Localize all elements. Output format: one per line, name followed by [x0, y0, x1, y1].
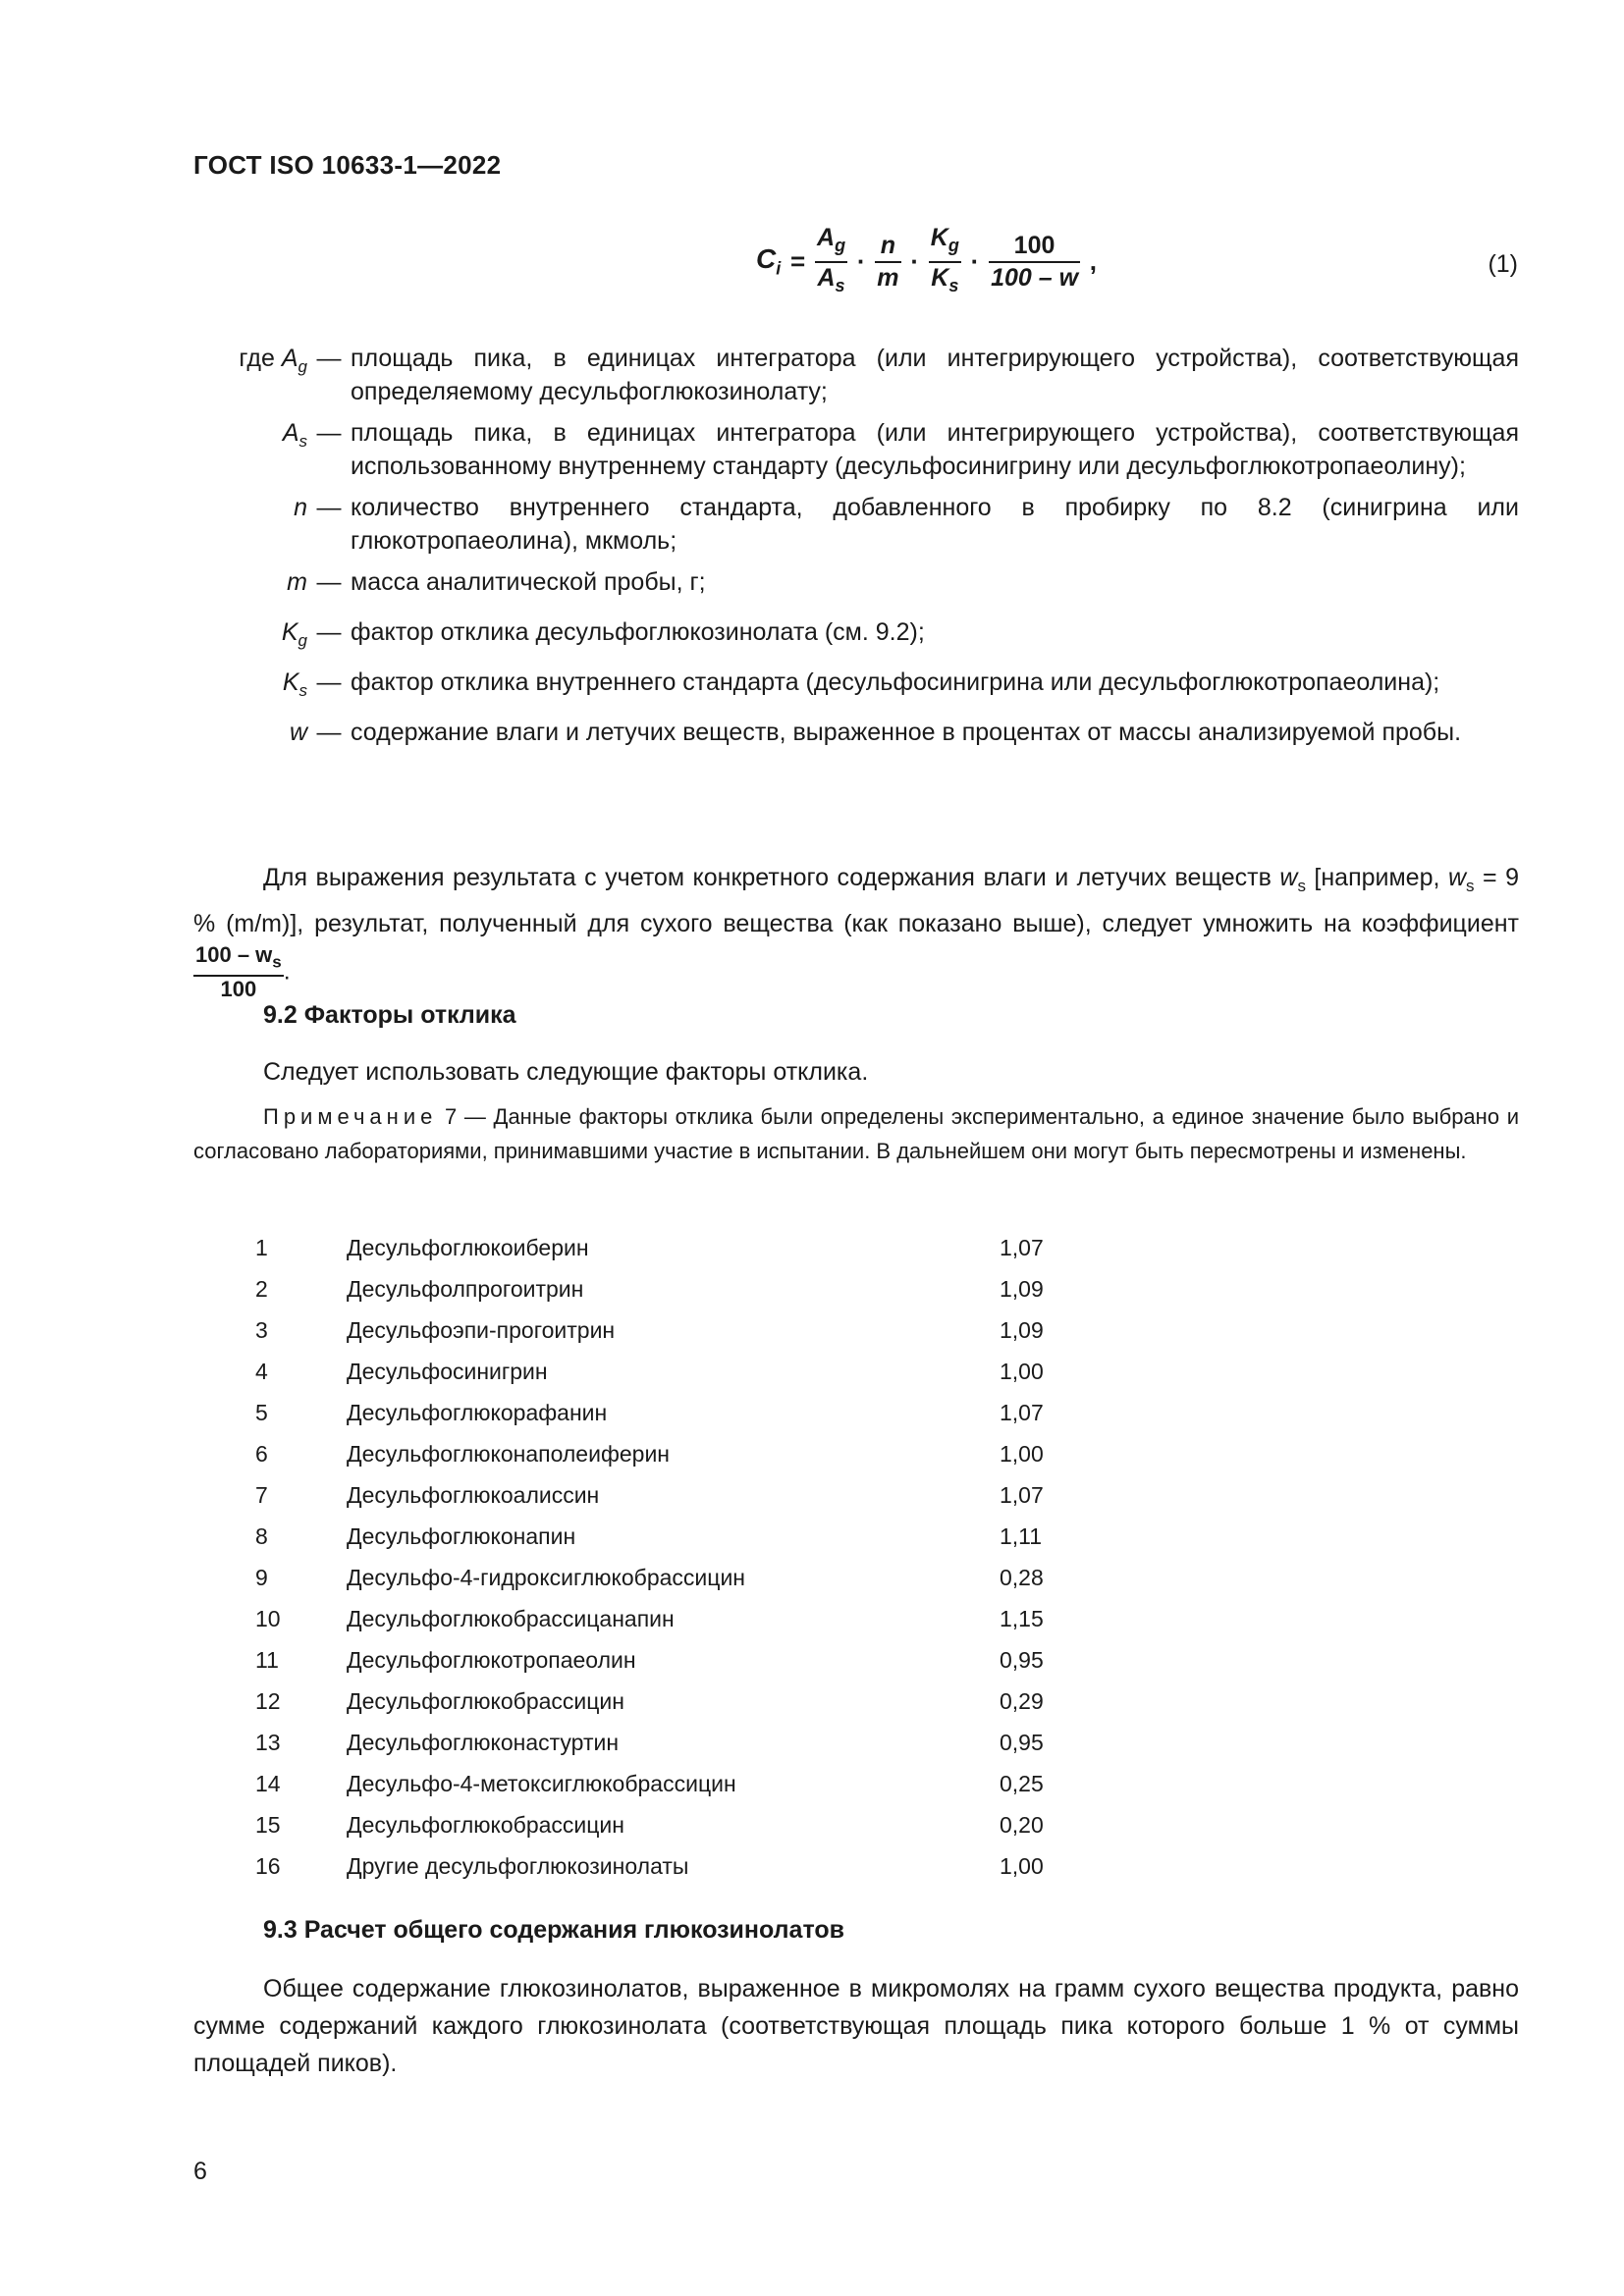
compound-name: Десульфоглюкотропаеолин: [347, 1646, 636, 1673]
fraction-amount-mass: $\frac{n}{m}$: [877, 232, 899, 292]
formula-1: $C_i$ = $\frac{A_g}{A_s}$ · $\frac{n}{m}$ · $\frac{K_g}{K_s}$ · $\frac{100}{100 - w}$ ,: [756, 222, 1099, 300]
compound-name: Десульфоглюкоиберин: [347, 1234, 589, 1260]
page-number: 6: [193, 2158, 207, 2185]
note-7: Примечание 7 — Данные факторы отклика были определены экспериментально, а единое значение было выбрано и согласовано лабораториями, принимавшими участие в испытании. В дальнейшем они могут быть пересмотрены и изменены.: [193, 1104, 1519, 1163]
response-factor-value: 1,11: [1000, 1522, 1043, 1549]
row-index: 7: [255, 1481, 268, 1508]
definition-symbol: m: [287, 568, 307, 596]
response-factor-value: 1,07: [1000, 1234, 1044, 1260]
compound-name: Десульфоглюкобрассицин: [347, 1811, 624, 1838]
response-factor-value: 1,09: [1000, 1316, 1044, 1343]
definition-symbol: $A_s$: [282, 419, 307, 451]
definition-text: площадь пика, в единицах интегратора (или интегрирующего устройства), соответствующая определяемому десульфоглюкозинолату;: [351, 345, 1519, 405]
table-row: [255, 1845, 1098, 1887]
definition-text: площадь пика, в единицах интегратора (или интегрирующего устройства), соответствующая использованному внутреннему стандарту (десульфосинигрину или десульфоглюкотропаеолину);: [351, 419, 1519, 480]
definition-dash: —: [316, 719, 342, 746]
table-row: [255, 1268, 1098, 1309]
row-index: 14: [255, 1770, 281, 1796]
table-row: [255, 1804, 1098, 1845]
compound-name: Десульфо-4-гидроксиглюкобрассицин: [347, 1564, 745, 1590]
definition-text: фактор отклика внутреннего стандарта (десульфосинигрина или десульфоглюкотропаеолина);: [351, 668, 1440, 696]
row-index: 8: [255, 1522, 268, 1549]
row-index: 15: [255, 1811, 281, 1838]
definition-row: [193, 416, 1519, 483]
table-row: [255, 1433, 1098, 1474]
formula-lhs: $C_i$: [756, 243, 782, 279]
compound-name: Десульфоглюкобрассицанапин: [347, 1605, 675, 1631]
table-row: [255, 1351, 1098, 1392]
fraction-area-ratio: $\frac{A_g}{A_s}$: [817, 224, 846, 295]
row-index: 1: [255, 1234, 268, 1260]
row-index: 16: [255, 1852, 281, 1879]
compound-name: Десульфо-4-метоксиглюкобрассицин: [347, 1770, 736, 1796]
definition-text: содержание влаги и летучих веществ, выраженное в процентах от массы анализируемой пробы.: [351, 719, 1462, 746]
response-factor-value: 1,07: [1000, 1399, 1044, 1425]
fraction-response-factors: $\frac{K_g}{K_s}$: [930, 224, 959, 295]
row-index: 4: [255, 1358, 268, 1384]
section-9-3-text: Общее содержание глюкозинолатов, выраженное в микромолях на грамм сухого вещества продукта, равно сумме содержаний каждого глюкозинолата (соответствующая площадь пика которого больше 1 % от суммы площадей пиков).: [193, 1975, 1519, 2077]
response-factors-table: [255, 1227, 1098, 1887]
table-row: [255, 1598, 1098, 1639]
table-row: [255, 1474, 1098, 1516]
equation-number: (1): [1488, 250, 1518, 278]
table-row: [255, 1557, 1098, 1598]
response-factor-value: 0,95: [1000, 1729, 1044, 1755]
compound-name: Десульфоэпи-прогоитрин: [347, 1316, 616, 1343]
section-heading-9-2: 9.2 Факторы отклика: [263, 1001, 516, 1029]
section-9-2-intro: Следует использовать следующие факторы отклика.: [263, 1058, 869, 1086]
response-factor-value: 0,28: [1000, 1564, 1044, 1590]
compound-name: Другие десульфоглюкозинолаты: [347, 1852, 689, 1879]
compound-name: Десульфоглюкобрассицин: [347, 1687, 624, 1714]
definition-dash: —: [316, 419, 342, 447]
definition-symbol: $K_g$: [281, 618, 307, 650]
table-row: [255, 1763, 1098, 1804]
response-factor-value: 1,00: [1000, 1852, 1044, 1879]
definition-symbol: $K_s$: [282, 668, 307, 700]
fraction-moisture: $\frac{100}{100 - w}$: [991, 232, 1079, 292]
response-factor-value: 0,20: [1000, 1811, 1044, 1838]
definition-dash: —: [316, 568, 342, 596]
compound-name: Десульфоглюкорафанин: [347, 1399, 608, 1425]
response-factor-value: 1,00: [1000, 1440, 1044, 1467]
moisture-correction-paragraph: Для выражения результата с учетом конкретного содержания влаги и летучих веществ $w_s$ [например, $w_s = 9$ % (m/m)], результат, полученный для сухого вещества (как показано выше), следует умножить на коэффициент $\frac{100 - w_s}{100}$ .: [193, 864, 1519, 1002]
section-heading-9-3: 9.3 Расчет общего содержания глюкозинолатов: [263, 1916, 845, 1944]
table-row: [255, 1722, 1098, 1763]
row-index: 5: [255, 1399, 268, 1425]
definition-row: [193, 342, 1519, 408]
row-index: 9: [255, 1564, 268, 1590]
compound-name: Десульфоглюкоалиссин: [347, 1481, 600, 1508]
definition-row: [193, 565, 1519, 608]
response-factor-value: 1,09: [1000, 1275, 1044, 1302]
response-factor-value: 1,07: [1000, 1481, 1044, 1508]
row-index: 10: [255, 1605, 281, 1631]
table-row: [255, 1309, 1098, 1351]
definition-dash: —: [316, 345, 342, 372]
definition-text: фактор отклика десульфоглюкозинолата (см. 9.2);: [351, 618, 925, 646]
definition-symbol: где $A_g$: [239, 345, 307, 376]
response-factor-value: 1,15: [1000, 1605, 1044, 1631]
table-row: [255, 1392, 1098, 1433]
definition-dash: —: [316, 668, 342, 696]
definition-row: [193, 716, 1519, 758]
definition-symbol: n: [294, 494, 307, 521]
compound-name: Десульфосинигрин: [347, 1358, 548, 1384]
response-factor-value: 0,29: [1000, 1687, 1044, 1714]
row-index: 2: [255, 1275, 268, 1302]
definition-dash: —: [316, 494, 342, 521]
definition-dash: —: [316, 618, 342, 646]
row-index: 13: [255, 1729, 281, 1755]
row-index: 6: [255, 1440, 268, 1467]
document-code: ГОСТ ISO 10633-1—2022: [193, 150, 502, 180]
compound-name: Десульфолпрогоитрин: [347, 1275, 584, 1302]
response-factor-value: 1,00: [1000, 1358, 1044, 1384]
compound-name: Десульфоглюконаполеиферин: [347, 1440, 670, 1467]
definition-row: [193, 666, 1519, 708]
variable-definitions: [193, 342, 1519, 766]
definition-row: [193, 491, 1519, 558]
definition-symbol: w: [289, 719, 307, 746]
definition-text: масса аналитической пробы, г;: [351, 568, 706, 596]
row-index: 3: [255, 1316, 268, 1343]
table-row: [255, 1516, 1098, 1557]
definition-row: [193, 615, 1519, 658]
definition-text: количество внутреннего стандарта, добавленного в пробирку по 8.2 (синигрина или глюкотропаеолина), мкмоль;: [351, 494, 1519, 555]
compound-name: Десульфоглюконапин: [347, 1522, 576, 1549]
row-index: 12: [255, 1687, 281, 1714]
response-factor-value: 0,95: [1000, 1646, 1044, 1673]
table-row: [255, 1681, 1098, 1722]
response-factor-value: 0,25: [1000, 1770, 1044, 1796]
table-row: [255, 1639, 1098, 1681]
compound-name: Десульфоглюконастуртин: [347, 1729, 620, 1755]
note-label: Примечание: [263, 1104, 438, 1129]
row-index: 11: [255, 1646, 279, 1673]
table-row: [255, 1227, 1098, 1268]
coefficient-fraction: $\frac{100 - w_s}{100}$: [195, 942, 282, 1002]
